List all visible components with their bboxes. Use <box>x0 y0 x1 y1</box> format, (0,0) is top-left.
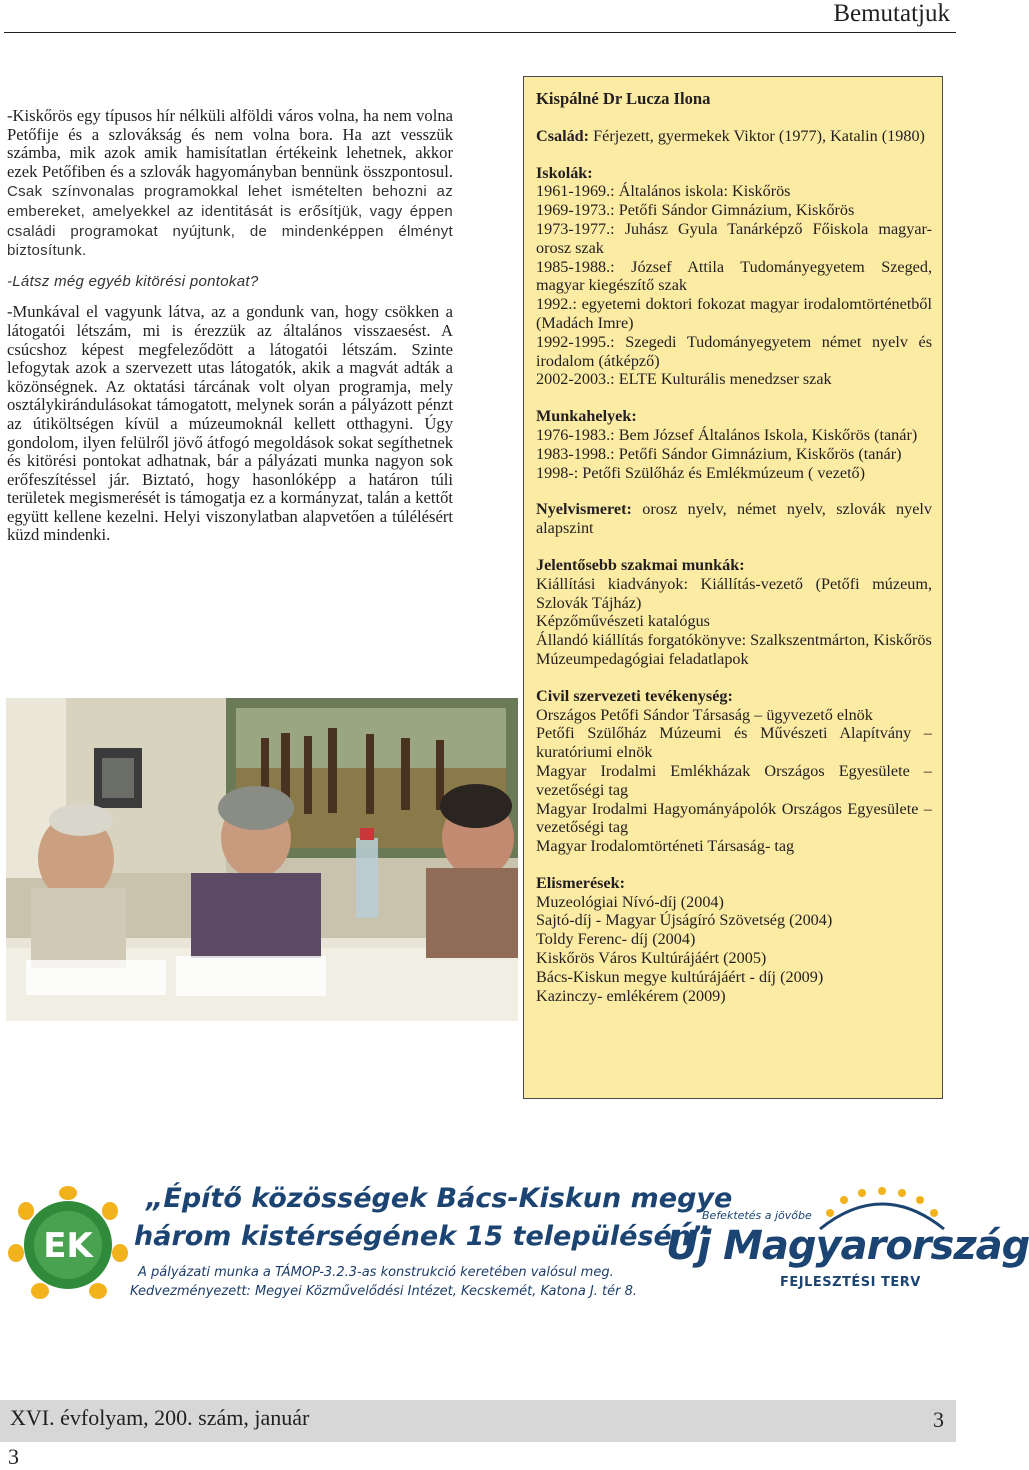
work-item: 1983-1998.: Petőfi Sándor Gimnázium, Kiskőrös (tanár) <box>536 444 902 463</box>
professional-item: Múzeumpedagógiai feladatlapok <box>536 649 749 668</box>
umft-wordmark: Új Magyarország <box>666 1223 1029 1269</box>
civil-item: Petőfi Szülőház Múzeumi és Művészeti Alapítvány – kuratóriumi elnök <box>536 724 932 762</box>
banner-beneficiary-note: Kedvezményezett: Megyei Közművelődési Intézet, Kecskemét, Katona J. tér 8. <box>130 1284 637 1299</box>
award-item: Bács-Kiskun megye kultúrájáért - díj (2009) <box>536 967 824 986</box>
interview-column <box>7 107 453 557</box>
civil-item: Magyar Irodalomtörténeti Társaság- tag <box>536 837 795 856</box>
civil-item: Magyar Irodalmi Emlékházak Országos Egyesülete – vezetőségi tag <box>536 761 932 799</box>
school-item: 1973-1977.: Juhász Gyula Tanárképző Főiskola magyar-orosz szak <box>536 219 932 257</box>
language-label: Nyelvismeret: <box>536 500 632 519</box>
professional-label: Jelentősebb szakmai munkák: <box>536 555 745 574</box>
language-text: orosz nyelv, német nyelv, szlovák nyelv alapszint <box>536 500 932 538</box>
work-item: 1998-: Petőfi Szülőház és Emlékmúzeum ( vezető) <box>536 463 866 482</box>
project-banner <box>6 1183 1029 1305</box>
page-number: 3 <box>933 1407 944 1432</box>
biography-box <box>523 76 943 1099</box>
professional-item: Kiállítási kiadványok: Kiállítás-vezető (Petőfi múzeum, Szlovák Tájház) <box>536 574 932 612</box>
interview-question: -Látsz még egyéb kitörési pontokat? <box>7 272 259 290</box>
answer-paragraph-1 <box>7 107 453 261</box>
answer-2-serif-c: Az oktatási tárcának volt olyan programja, mely osztálykirándulásokat támogatott, melynek során a pályázott pénzt az útiköltségen kívül a múzeumoknál kellett otthagyni. Úgy gondolom, ilyen felülről jövő átfogó megoldások sokat segíthetnek és kitörési pontokat adhatnak, bár a pályázati munka nagyon sok erőfeszítéssel jár. Biztató, hogy hasonlóképp a határon túli területek megismerését is támogatja ez a kormányzat, talán a kettőt együtt kellene kezelni. Helyi viszonylatban alapvetően a túlélésért küzd mindenki. <box>7 376 453 545</box>
award-item: Muzeológiai Nívó-díj (2004) <box>536 892 724 911</box>
award-item: Sajtó-díj - Magyar Újságíró Szövetség (2004) <box>536 911 833 930</box>
banner-title-line-1: „Építő közösségek Bács-Kiskun megye <box>146 1183 733 1214</box>
schools-section <box>536 164 932 390</box>
answer-2-serif-a: -Munkával el vagyunk látva, az a gondunk van, hogy csökken a látogatói létszám, mi is érezzük az általános visszaesést. A csúcshoz képest megfeleződött a látogatói létszám. <box>7 302 453 359</box>
umft-tagline: Befektetés a jövőbe <box>702 1209 812 1222</box>
awards-section <box>536 874 932 1006</box>
family-section <box>536 127 932 146</box>
school-item: 1969-1973.: Petőfi Sándor Gimnázium, Kiskőrös <box>536 201 855 220</box>
family-text: Férjezett, gyermekek Viktor (1977), Katalin (1980) <box>589 126 925 145</box>
civil-section <box>536 687 932 856</box>
answer-2-serif-b: Szinte lefogytak azok a szervezett utas látogatók, akik a magvát adták a közönségnek. <box>7 339 454 396</box>
answer-paragraph-2 <box>7 303 453 545</box>
uj-magyarorszag-logo <box>662 1183 1029 1305</box>
ek-logo <box>6 1183 132 1305</box>
banner-title-line-2: három kistérségének 15 településén” <box>134 1221 709 1252</box>
civil-item: Országos Petőfi Sándor Társaság – ügyvezető elnök <box>536 705 873 724</box>
civil-label: Civil szervezeti tevékenység: <box>536 686 733 705</box>
answer-1-serif: -Kiskőrös egy típusos hír nélküli alföldi város volna, ha nem volna Petőfije és a szlovákság és nem volna bora. Ha azt vesszük számba, mik azok amik hamisítatlan értékeink lehetnek, akkor ezek Petőfiben és a szlovák hagyományban bennünk összpontosul. <box>7 106 453 181</box>
professional-item: Képzőművészeti katalógus <box>536 612 710 631</box>
professional-section <box>536 556 932 669</box>
school-item: 1985-1988.: József Attila Tudományegyetem Szeged, magyar kiegészítő szak <box>536 257 932 295</box>
work-section <box>536 407 932 482</box>
banner-funding-note: A pályázati munka a TÁMOP-3.2.3-as konstrukció keretében valósul meg. <box>138 1265 614 1280</box>
meeting-photo-illustration <box>6 698 518 1021</box>
answer-1-sans: Csak színvonalas programokkal lehet ismételten behozni az embereket, amelyekkel az identitását is erősítjük, vagy éppen családi programokat nyújtunk, de mindenképpen élményt biztosítunk. <box>7 183 453 260</box>
section-title: Bemutatjuk <box>833 0 950 27</box>
award-item: Kiskőrös Város Kultúrájáért (2005) <box>536 949 767 968</box>
language-section <box>536 500 932 538</box>
schools-label: Iskolák: <box>536 163 593 182</box>
biography-name: Kispálné Dr Lucza Ilona <box>536 89 711 108</box>
meeting-photo <box>6 698 518 1021</box>
awards-label: Elismerések: <box>536 873 626 892</box>
school-item: 2002-2003.: ELTE Kulturális menedzser szak <box>536 370 832 389</box>
award-item: Toldy Ferenc- díj (2004) <box>536 930 696 949</box>
school-item: 1961-1969.: Általános iskola: Kiskőrös <box>536 182 791 201</box>
ek-logo-letters: EK <box>43 1226 93 1266</box>
school-item: 1992.: egyetemi doktori fokozat magyar irodalomtörténetből (Madách Imre) <box>536 295 932 332</box>
header-divider <box>4 32 956 33</box>
work-label: Munkahelyek: <box>536 407 637 426</box>
issue-info: XVI. évfolyam, 200. szám, január <box>10 1405 310 1430</box>
work-item: 1976-1983.: Bem József Általános Iskola, Kiskőrös (tanár) <box>536 425 918 444</box>
civil-item: Magyar Irodalmi Hagyományápolók Országos Egyesülete – vezetőségi tag <box>536 799 932 837</box>
professional-item: Állandó kiállítás forgatókönyve: Szalkszentmárton, Kiskőrös <box>536 631 932 650</box>
school-item: 1992-1995.: Szegedi Tudományegyetem német nyelv és irodalom (átképző) <box>536 332 932 370</box>
umft-subtitle: FEJLESZTÉSI TERV <box>780 1275 921 1290</box>
family-label: Család: <box>536 126 590 145</box>
award-item: Kazinczy- emlékérem (2009) <box>536 986 726 1005</box>
page-number-secondary: 3 <box>8 1444 19 1469</box>
